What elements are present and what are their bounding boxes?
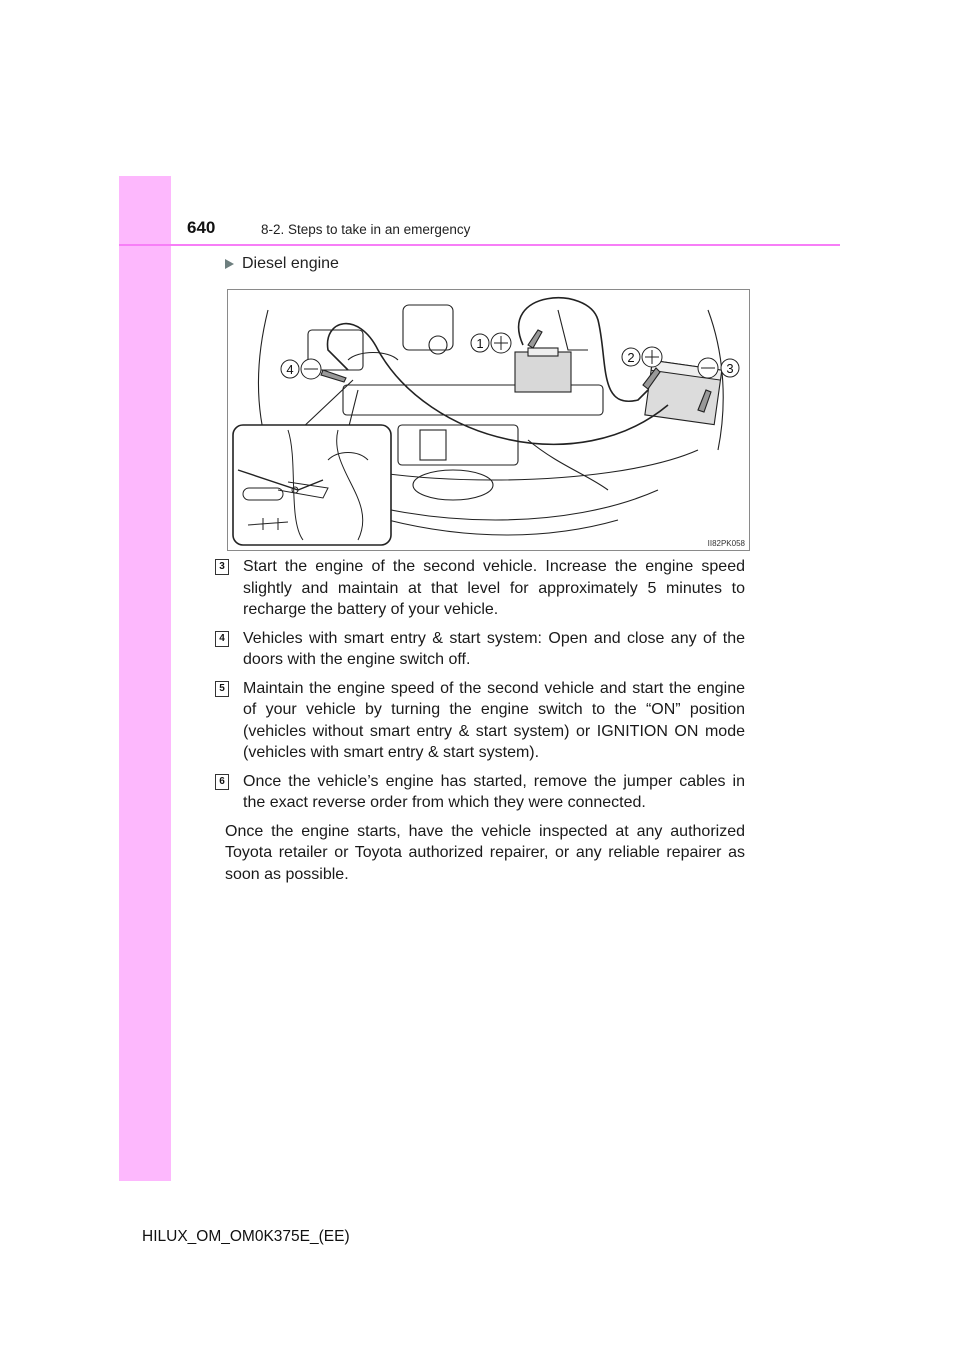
- step-number-badge: 3: [215, 559, 229, 575]
- section-title: 8-2. Steps to take in an emergency: [261, 222, 471, 237]
- step-text: Vehicles with smart entry & start system: Open and close any of the doors with the engine switch off.: [243, 629, 745, 668]
- step-text: Start the engine of the second vehicle. Increase the engine speed slightly and maintain at that level for approximately 5 minutes to recharge the battery of your vehicle.: [243, 558, 745, 618]
- chapter-tab-sidebar: [119, 176, 171, 1181]
- header-rule: [119, 244, 840, 246]
- jump-start-illustration: [227, 289, 750, 551]
- page-number: 640: [187, 218, 216, 237]
- svg-text:1: 1: [476, 336, 484, 351]
- step-item: [215, 771, 745, 814]
- step-text: Maintain the engine speed of the second vehicle and start the engine of your vehicle by turning the engine switch to the “ON” position (vehicles without smart entry & start system) or IGNITION ON mode (vehicles with smart entry & start system).: [243, 679, 745, 761]
- document-id-footer: HILUX_OM_OM0K375E_(EE): [142, 1228, 350, 1245]
- triangle-bullet-icon: [225, 259, 234, 269]
- step-number-badge: 4: [215, 631, 229, 647]
- step-item: [215, 556, 745, 621]
- step-item: [215, 678, 745, 764]
- engine-bay-drawing: [228, 290, 749, 550]
- step-text: Once the vehicle’s engine has started, remove the jumper cables in the exact reverse order from which they were connected.: [243, 772, 745, 811]
- sub-heading: [225, 255, 339, 273]
- inspection-note: Once the engine starts, have the vehicle inspected at any authorized Toyota retailer or Toyota authorized repairer, or any reliable repairer as soon as possible.: [225, 822, 745, 883]
- figure-code: II82PK058: [707, 539, 745, 548]
- svg-text:3: 3: [726, 361, 734, 376]
- steps-list: [215, 556, 745, 885]
- step-number-badge: 5: [215, 681, 229, 697]
- step-item: [215, 628, 745, 671]
- svg-text:4: 4: [286, 362, 294, 377]
- step-number-badge: 6: [215, 774, 229, 790]
- sub-heading-label: Diesel engine: [242, 255, 339, 272]
- svg-text:2: 2: [627, 350, 635, 365]
